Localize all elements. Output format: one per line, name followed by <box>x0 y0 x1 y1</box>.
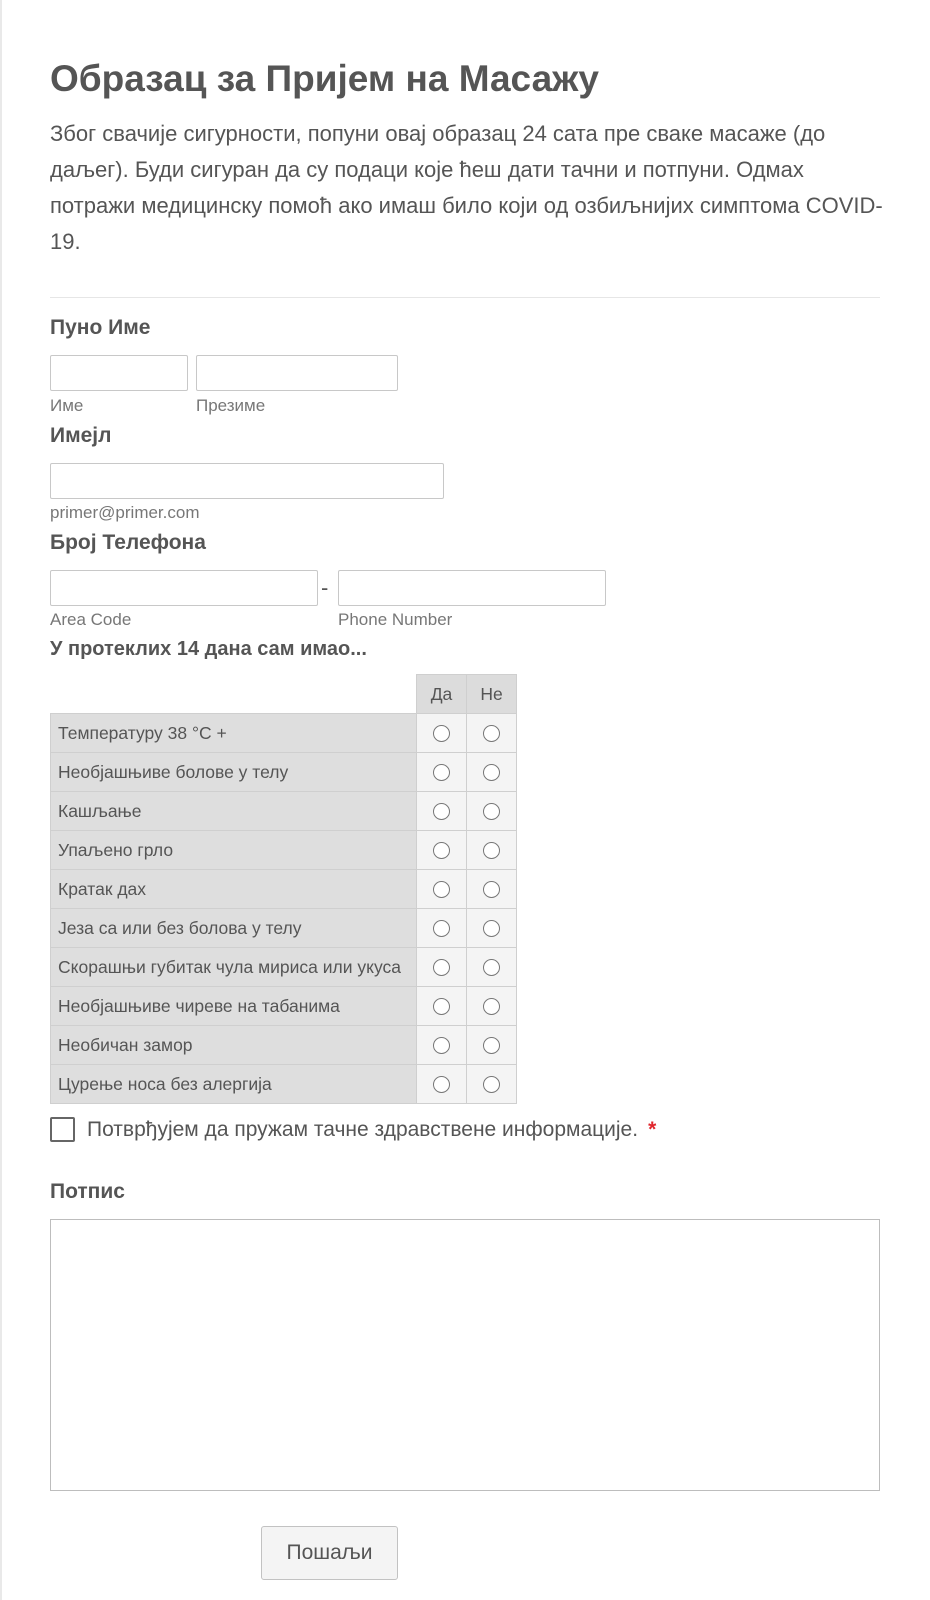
area-code-input[interactable] <box>50 570 318 606</box>
matrix-row-label: Скорашњи губитак чула мириса или укуса <box>51 948 417 987</box>
matrix-row <box>51 753 517 792</box>
matrix-cell-no <box>467 948 517 987</box>
radio-no[interactable] <box>483 1076 500 1093</box>
email-sublabel: primer@primer.com <box>50 503 200 522</box>
matrix-row <box>51 831 517 870</box>
radio-no[interactable] <box>483 764 500 781</box>
radio-yes[interactable] <box>433 764 450 781</box>
phone-number-input[interactable] <box>338 570 606 606</box>
radio-no[interactable] <box>483 959 500 976</box>
matrix-row-label: Кашљање <box>51 792 417 831</box>
matrix-cell-no <box>467 753 517 792</box>
matrix-row-label: Цурење носа без алергија <box>51 1065 417 1104</box>
signature-label: Потпис <box>50 1180 125 1203</box>
radio-yes[interactable] <box>433 842 450 859</box>
radio-no[interactable] <box>483 1037 500 1054</box>
matrix-cell-yes <box>417 987 467 1026</box>
matrix-row <box>51 1026 517 1065</box>
matrix-row-label: Температуру 38 °C + <box>51 714 417 753</box>
matrix-cell-yes <box>417 753 467 792</box>
matrix-row-label: Необјашњиве чиреве на табанима <box>51 987 417 1026</box>
matrix-row <box>51 1065 517 1104</box>
matrix-row-label: Необјашњиве болове у телу <box>51 753 417 792</box>
signature-pad[interactable] <box>50 1219 880 1491</box>
consent-text: Потврђујем да пружам тачне здравствене информације. <box>87 1117 639 1141</box>
matrix-cell-yes <box>417 714 467 753</box>
matrix-corner <box>51 675 417 714</box>
header-divider <box>50 297 880 298</box>
radio-yes[interactable] <box>433 998 450 1015</box>
matrix-cell-yes <box>417 831 467 870</box>
full-name-label: Пуно Име <box>50 316 151 339</box>
consent-row <box>50 1117 656 1142</box>
matrix-cell-yes <box>417 792 467 831</box>
matrix-header-row <box>51 675 517 714</box>
matrix-cell-no <box>467 831 517 870</box>
matrix-row <box>51 714 517 753</box>
form-title: Образац за Пријем на Масажу <box>50 58 599 99</box>
radio-yes[interactable] <box>433 959 450 976</box>
matrix-row <box>51 909 517 948</box>
radio-no[interactable] <box>483 842 500 859</box>
radio-no[interactable] <box>483 725 500 742</box>
consent-checkbox[interactable] <box>50 1117 75 1142</box>
radio-yes[interactable] <box>433 1037 450 1054</box>
phone-label: Број Телефона <box>50 531 206 554</box>
matrix-row-label: Кратак дах <box>51 870 417 909</box>
matrix-cell-no <box>467 1026 517 1065</box>
radio-no[interactable] <box>483 803 500 820</box>
matrix-cell-yes <box>417 1065 467 1104</box>
matrix-cell-no <box>467 987 517 1026</box>
radio-no[interactable] <box>483 881 500 898</box>
submit-button[interactable]: Пошаљи <box>261 1526 398 1580</box>
matrix-cell-no <box>467 909 517 948</box>
last-name-input[interactable] <box>196 355 398 391</box>
matrix-cell-yes <box>417 948 467 987</box>
first-name-input[interactable] <box>50 355 188 391</box>
matrix-cell-yes <box>417 909 467 948</box>
matrix-row <box>51 948 517 987</box>
symptoms-matrix <box>50 674 517 1104</box>
matrix-row-label: Језа са или без болова у телу <box>51 909 417 948</box>
radio-yes[interactable] <box>433 920 450 937</box>
radio-yes[interactable] <box>433 725 450 742</box>
matrix-row-label: Упаљено грло <box>51 831 417 870</box>
matrix-row <box>51 987 517 1026</box>
page-left-border <box>0 0 2 1600</box>
radio-yes[interactable] <box>433 803 450 820</box>
radio-no[interactable] <box>483 998 500 1015</box>
matrix-cell-no <box>467 714 517 753</box>
matrix-row-label: Необичан замор <box>51 1026 417 1065</box>
matrix-col-yes: Да <box>417 675 467 714</box>
phone-separator: - <box>321 575 329 600</box>
radio-yes[interactable] <box>433 1076 450 1093</box>
form-intro: Због свачије сигурности, попуни овај образац 24 сата пре сваке масаже (до даљег). Буди сигуран да су подаци које ћеш дати тачни и потпуни. Одмах потражи медицинску помоћ ако имаш било који од озбиљнијих симптома COVID-19. <box>50 121 883 254</box>
matrix-col-no: Не <box>467 675 517 714</box>
symptoms-label: У протеклих 14 дана сам имао... <box>50 638 367 660</box>
radio-no[interactable] <box>483 920 500 937</box>
required-mark: * <box>648 1117 657 1141</box>
area-code-sublabel: Area Code <box>50 610 132 629</box>
matrix-cell-no <box>467 870 517 909</box>
first-name-sublabel: Име <box>50 396 84 415</box>
phone-number-sublabel: Phone Number <box>338 610 453 629</box>
email-input[interactable] <box>50 463 444 499</box>
matrix-cell-yes <box>417 1026 467 1065</box>
matrix-cell-no <box>467 1065 517 1104</box>
matrix-cell-no <box>467 792 517 831</box>
radio-yes[interactable] <box>433 881 450 898</box>
matrix-cell-yes <box>417 870 467 909</box>
email-label: Имејл <box>50 424 112 447</box>
last-name-sublabel: Презиме <box>196 396 266 415</box>
matrix-row <box>51 870 517 909</box>
matrix-row <box>51 792 517 831</box>
